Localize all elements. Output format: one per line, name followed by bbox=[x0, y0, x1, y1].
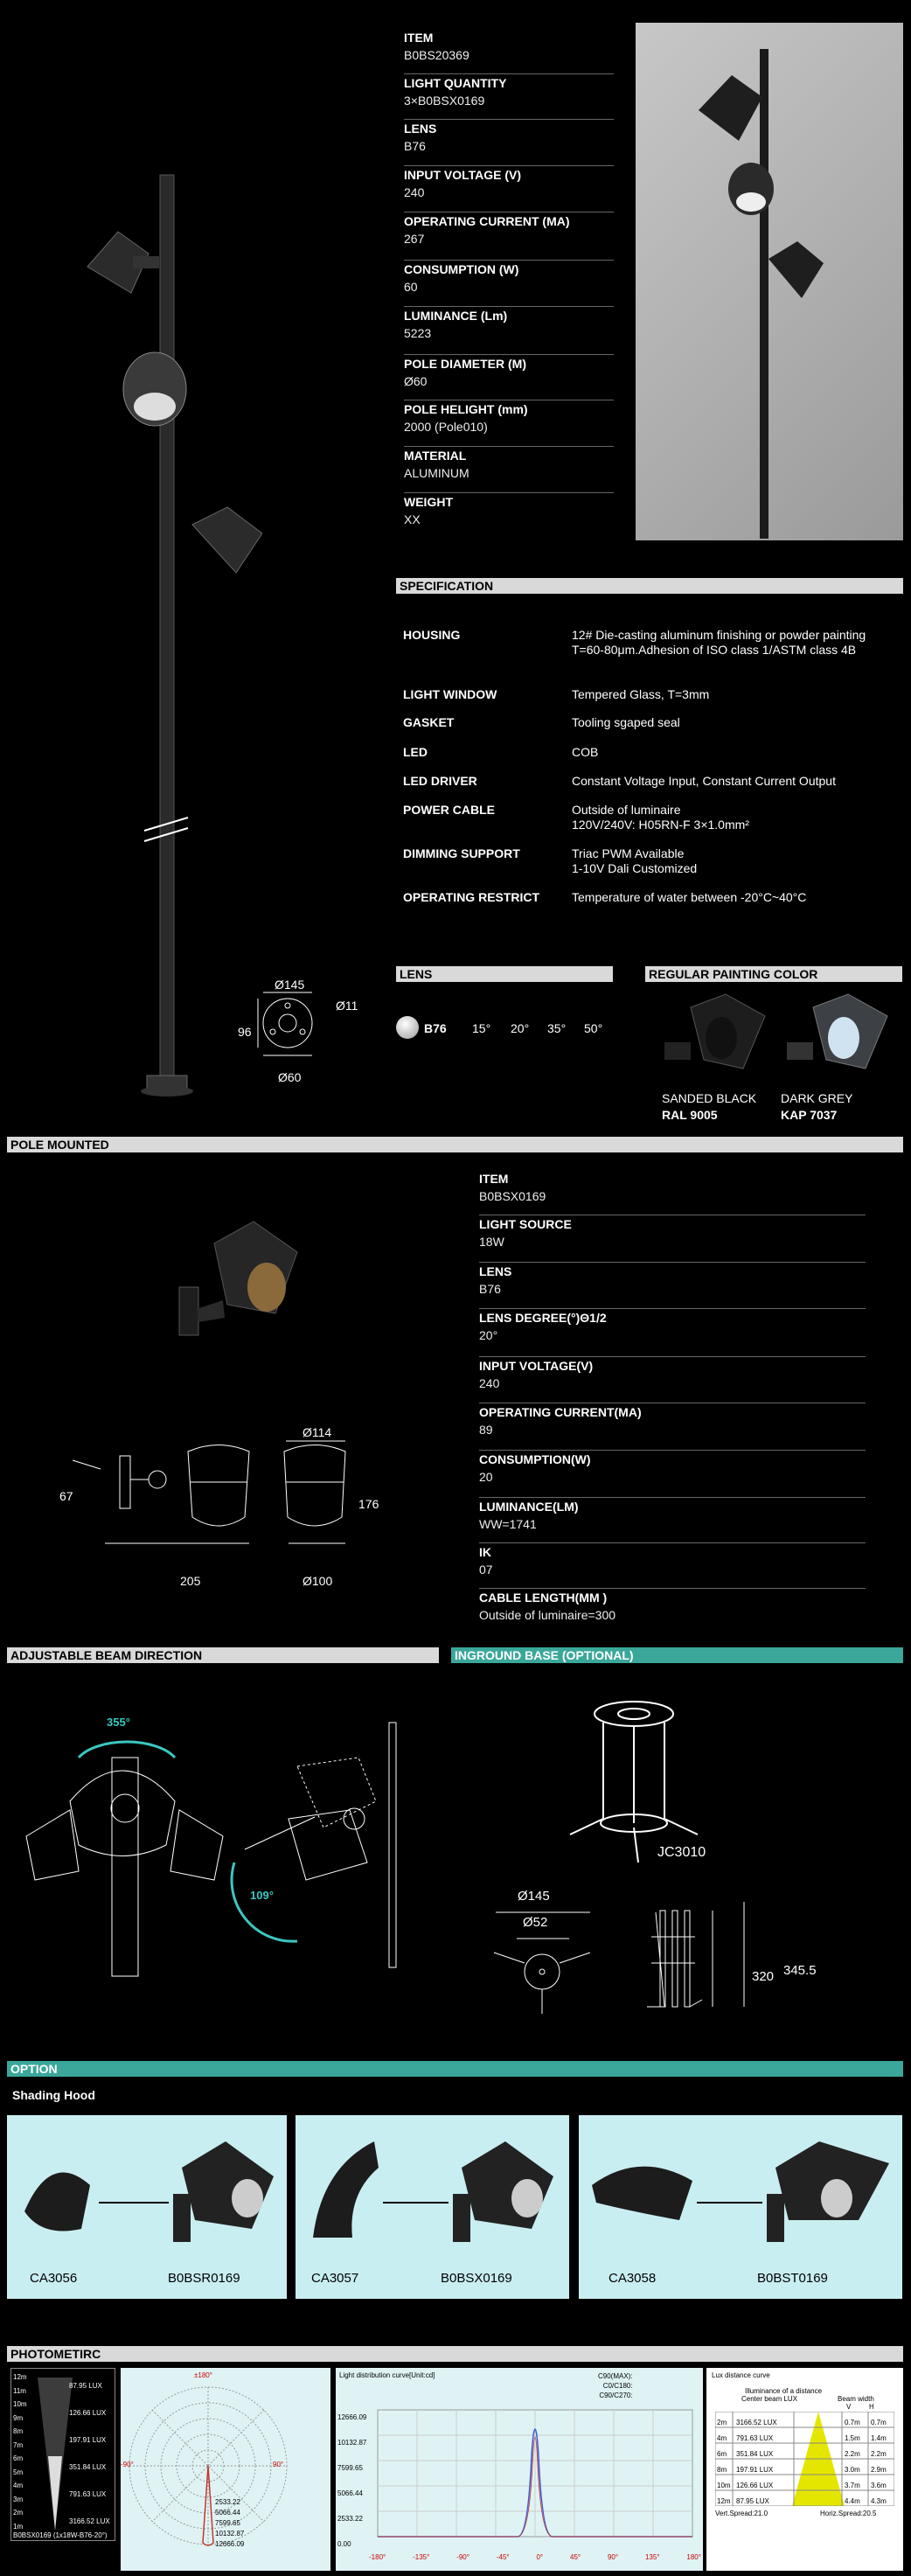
photometric-header: PHOTOMETIRC bbox=[7, 2346, 903, 2362]
pm-spec-row: ITEM B0BSX0169 bbox=[479, 1170, 866, 1215]
curve-yticks: 12666.09 10132.87 7599.65 5066.44 2533.22 0.00 bbox=[337, 2413, 367, 2548]
hood-code: CA3056 bbox=[30, 2271, 78, 2286]
dim-d11: Ø11 bbox=[336, 999, 358, 1013]
beam-lux-values: 87.95 LUX 126.66 LUX 197.91 LUX 351.84 LUX 791.63 LUX 3166.52 LUX bbox=[69, 2382, 110, 2525]
curve-title: Light distribution curve[Unit:cd] bbox=[339, 2371, 435, 2379]
dim-d145: Ø145 bbox=[275, 978, 305, 992]
inground-d145: Ø145 bbox=[518, 1889, 550, 1904]
pole-mounted-dim-drawing bbox=[66, 1434, 354, 1583]
dim-d114: Ø114 bbox=[303, 1425, 332, 1439]
inground-header: INGROUND BASE (OPTIONAL) bbox=[451, 1647, 903, 1663]
dim-d60: Ø60 bbox=[278, 1070, 302, 1084]
pm-spec-row: INPUT VOLTAGE(V) 240 bbox=[479, 1357, 866, 1403]
option-card-graphic bbox=[7, 2115, 287, 2264]
lens-angle: 20° bbox=[511, 1021, 530, 1035]
lux-panel bbox=[706, 2368, 903, 2571]
lux-col-v: V bbox=[846, 2403, 852, 2411]
spec-driver-value: Constant Voltage Input, Constant Current Output bbox=[572, 774, 836, 788]
lux-spread-v: Vert.Spread:21.0 bbox=[715, 2510, 768, 2517]
option-header: OPTION bbox=[7, 2061, 903, 2077]
spec-dimming-label: DIMMING SUPPORT bbox=[403, 846, 520, 860]
inground-base-drawing bbox=[560, 1688, 708, 1871]
color-name-grey: DARK GREY bbox=[781, 1091, 853, 1105]
spec-driver-label: LED DRIVER bbox=[403, 774, 477, 788]
specification-header: SPECIFICATION bbox=[396, 578, 903, 594]
lens-b76-icon bbox=[396, 1016, 419, 1039]
pm-spec-row: IK 07 bbox=[479, 1543, 866, 1589]
dim-96: 96 bbox=[238, 1025, 252, 1039]
pole-base-drawing bbox=[249, 984, 380, 1080]
curve-xticks: -180° -135° -90° -45° 0° 45° 90° 135° 180° bbox=[369, 2553, 701, 2561]
lux-col-h: H bbox=[869, 2403, 874, 2411]
spec-restrict-label: OPERATING RESTRICT bbox=[403, 890, 540, 904]
lux-table-title3: Beam width bbox=[838, 2395, 874, 2403]
spec-row: LENS B76 bbox=[404, 120, 614, 166]
spec-row: MATERIAL ALUMINUM bbox=[404, 447, 614, 493]
color-code-grey: KAP 7037 bbox=[781, 1108, 838, 1122]
pole-mounted-header: POLE MOUNTED bbox=[7, 1137, 903, 1152]
lens-angle: 50° bbox=[584, 1021, 603, 1035]
spec-row: ITEM B0BS20369 bbox=[404, 29, 614, 74]
lens-angle: 15° bbox=[472, 1021, 491, 1035]
pm-spec-row: CONSUMPTION(W) 20 bbox=[479, 1451, 866, 1498]
inground-d52: Ø52 bbox=[523, 1915, 548, 1930]
hood-code: CA3057 bbox=[311, 2271, 359, 2286]
polar-right-label: 90° bbox=[273, 2461, 284, 2468]
dim-67: 67 bbox=[59, 1489, 73, 1503]
spec-row: CONSUMPTION (W) 60 bbox=[404, 261, 614, 307]
angle-355: 355° bbox=[107, 1716, 130, 1729]
inground-model: JC3010 bbox=[657, 1845, 706, 1860]
color-name-black: SANDED BLACK bbox=[662, 1091, 757, 1105]
spec-row: OPERATING CURRENT (MA) 267 bbox=[404, 212, 614, 261]
spec-restrict-value: Temperature of water between -20°C~40°C bbox=[572, 890, 807, 904]
inground-h320: 320 bbox=[752, 1969, 775, 1984]
lux-title: Lux distance curve bbox=[712, 2371, 770, 2379]
color-samples-image bbox=[656, 990, 892, 1086]
pm-spec-row: LUMINANCE(LM) WW=1741 bbox=[479, 1498, 866, 1543]
option-card-graphic bbox=[579, 2115, 902, 2264]
polar-values: 2533.22 5066.44 7599.65 10132.87 12666.09 bbox=[215, 2498, 245, 2548]
spec-row: LIGHT QUANTITY 3×B0BSX0169 bbox=[404, 74, 614, 120]
spec-housing-label: HOUSING bbox=[403, 628, 461, 642]
spec-cable-label: POWER CABLE bbox=[403, 803, 495, 817]
beam-caption: B0BSX0169 (1x18W-B76-20°) bbox=[13, 2531, 108, 2539]
lux-spread-h: Horiz.Spread:20.5 bbox=[820, 2510, 877, 2517]
pole-mounted-fixture-image bbox=[170, 1217, 302, 1353]
color-code-black: RAL 9005 bbox=[662, 1108, 718, 1122]
beam-panel bbox=[10, 2368, 115, 2541]
lens-header: LENS bbox=[396, 966, 613, 982]
polar-left-label: -90° bbox=[121, 2461, 134, 2468]
spec-dimming-value: Triac PWM Available 1-10V Dali Customized bbox=[572, 846, 698, 875]
spec-gasket-value: Tooling sgaped seal bbox=[572, 715, 680, 729]
inground-h345: 345.5 bbox=[783, 1963, 817, 1978]
lux-table-title1: Illuminance of a distance bbox=[745, 2387, 823, 2395]
product-photo-graphic bbox=[636, 23, 903, 540]
lux-table-lux: 3166.52 LUX 791.63 LUX 351.84 LUX 197.91 LUX 126.66 LUX 87.95 LUX bbox=[736, 2419, 777, 2505]
lux-table-title2: Center beam LUX bbox=[741, 2395, 798, 2403]
spec-row: POLE DIAMETER (M) Ø60 bbox=[404, 355, 614, 400]
curve-legend: C90(MAX): C0/C180: C90/C270: bbox=[598, 2372, 633, 2399]
lens-angle: 35° bbox=[547, 1021, 567, 1035]
spec-gasket-label: GASKET bbox=[403, 715, 455, 729]
distribution-curve bbox=[336, 2368, 703, 2571]
beam-distances: 12m 11m 10m 9m 8m 7m 6m 5m 4m 3m 2m 1m bbox=[13, 2373, 27, 2531]
adjustable-beam-drawing bbox=[17, 1705, 411, 1985]
dim-d100: Ø100 bbox=[303, 1574, 333, 1588]
spec-row: INPUT VOLTAGE (V) 240 bbox=[404, 166, 614, 212]
option-card bbox=[7, 2115, 287, 2299]
dim-176: 176 bbox=[358, 1497, 379, 1511]
polar-panel bbox=[121, 2368, 330, 2571]
pm-spec-row: CABLE LENGTH(MM ) Outside of luminaire=300 bbox=[479, 1591, 616, 1622]
spec-window-label: LIGHT WINDOW bbox=[403, 687, 497, 701]
fixture-code: B0BSR0169 bbox=[168, 2271, 240, 2286]
fixture-code: B0BSX0169 bbox=[441, 2271, 512, 2286]
option-card bbox=[296, 2115, 569, 2299]
pm-spec-row: LENS DEGREE(°)Θ1/2 20° bbox=[479, 1309, 866, 1357]
spec-led-label: LED bbox=[403, 745, 428, 759]
lux-table-distances: 2m 4m 6m 8m 10m 12m bbox=[717, 2419, 731, 2505]
spec-row: POLE HELIGHT (mm) 2000 (Pole010) bbox=[404, 400, 614, 447]
product-photo bbox=[636, 23, 903, 540]
lens-selected: B76 bbox=[424, 1021, 447, 1035]
option-card bbox=[579, 2115, 902, 2299]
polar-top-label: ±180° bbox=[194, 2371, 212, 2379]
lux-table-v: 0.7m 1.5m 2.2m 3.0m 3.7m 4.4m bbox=[845, 2419, 860, 2505]
hood-code: CA3058 bbox=[608, 2271, 657, 2286]
color-header: REGULAR PAINTING COLOR bbox=[645, 966, 902, 982]
spec-housing-value: 12# Die-casting aluminum finishing or powder painting T=60-80μm.Adhesion of ISO class 1/ASTM class 4B bbox=[572, 628, 866, 657]
spec-row: LUMINANCE (Lm) 5223 bbox=[404, 307, 614, 355]
spec-cable-value: Outside of luminaire 120V/240V: H05RN-F 3×1.0mm² bbox=[572, 803, 749, 832]
pm-spec-row: LENS B76 bbox=[479, 1263, 866, 1309]
pole-product-image bbox=[61, 166, 262, 1110]
spec-window-value: Tempered Glass, T=3mm bbox=[572, 687, 710, 701]
spec-led-value: COB bbox=[572, 745, 599, 759]
fixture-code: B0BST0169 bbox=[757, 2271, 828, 2286]
adjustable-header: ADJUSTABLE BEAM DIRECTION bbox=[7, 1647, 439, 1663]
spec-row: WEIGHT XX bbox=[404, 495, 453, 526]
option-card-graphic bbox=[296, 2115, 569, 2264]
angle-109: 109° bbox=[250, 1889, 274, 1902]
pm-spec-row: OPERATING CURRENT(MA) 89 bbox=[479, 1403, 866, 1451]
dim-205: 205 bbox=[180, 1574, 201, 1588]
lux-table-h: 0.7m 1.4m 2.2m 2.9m 3.6m 4.3m bbox=[871, 2419, 887, 2505]
pm-spec-row: LIGHT SOURCE 18W bbox=[479, 1215, 866, 1263]
option-subheader: Shading Hood bbox=[12, 2088, 95, 2102]
distribution-panel bbox=[336, 2368, 703, 2571]
